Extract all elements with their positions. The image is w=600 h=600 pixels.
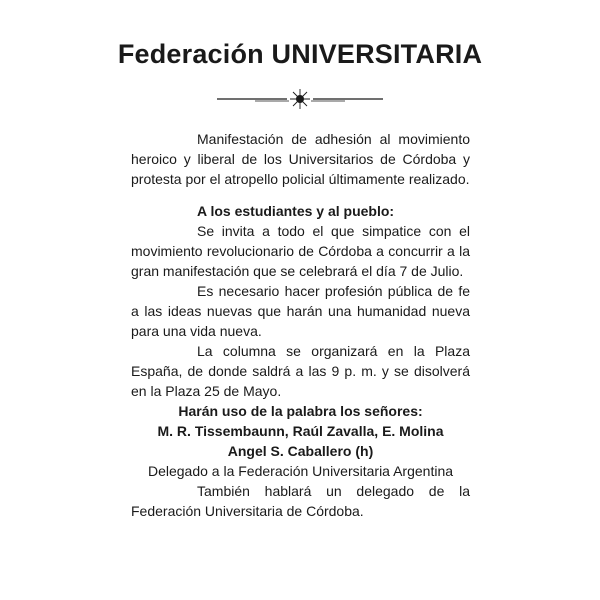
closing-paragraph: También hablará un delegado de la Federación Universitaria de Córdoba. bbox=[131, 483, 470, 519]
flyer-body bbox=[131, 129, 470, 521]
delegate-line: Delegado a la Federación Universitaria Argentina bbox=[147, 463, 454, 479]
star-divider-icon bbox=[215, 88, 385, 110]
intro-paragraph: Manifestación de adhesión al movimiento heroico y liberal de los Universitarios de Córdoba y protesta por el atropello policial últimamente realizado. bbox=[131, 131, 470, 187]
speakers-names: M. R. Tissembaunn, Raúl Zavalla, E. Molina bbox=[157, 423, 444, 439]
address-heading: A los estudiantes y al pueblo: bbox=[197, 203, 395, 219]
page-title: Federación UNIVERSITARIA bbox=[117, 39, 483, 69]
route-paragraph: La columna se organizará en la Plaza España, de donde saldrá a las 9 p. m. y se disolverá en la Plaza 25 de Mayo. bbox=[131, 343, 470, 399]
speaker-caballero: Angel S. Caballero (h) bbox=[227, 443, 374, 459]
invitation-paragraph: Se invita a todo el que simpatice con el movimiento revolucionario de Córdoba a concurrir a la gran manifestación que se celebrará el día 7 de Julio. bbox=[131, 223, 470, 279]
profession-paragraph: Es necesario hacer profesión pública de fe a las ideas nuevas que harán una humanidad nueva para una vida nueva. bbox=[131, 283, 470, 339]
speakers-heading: Harán uso de la palabra los señores: bbox=[178, 403, 423, 419]
